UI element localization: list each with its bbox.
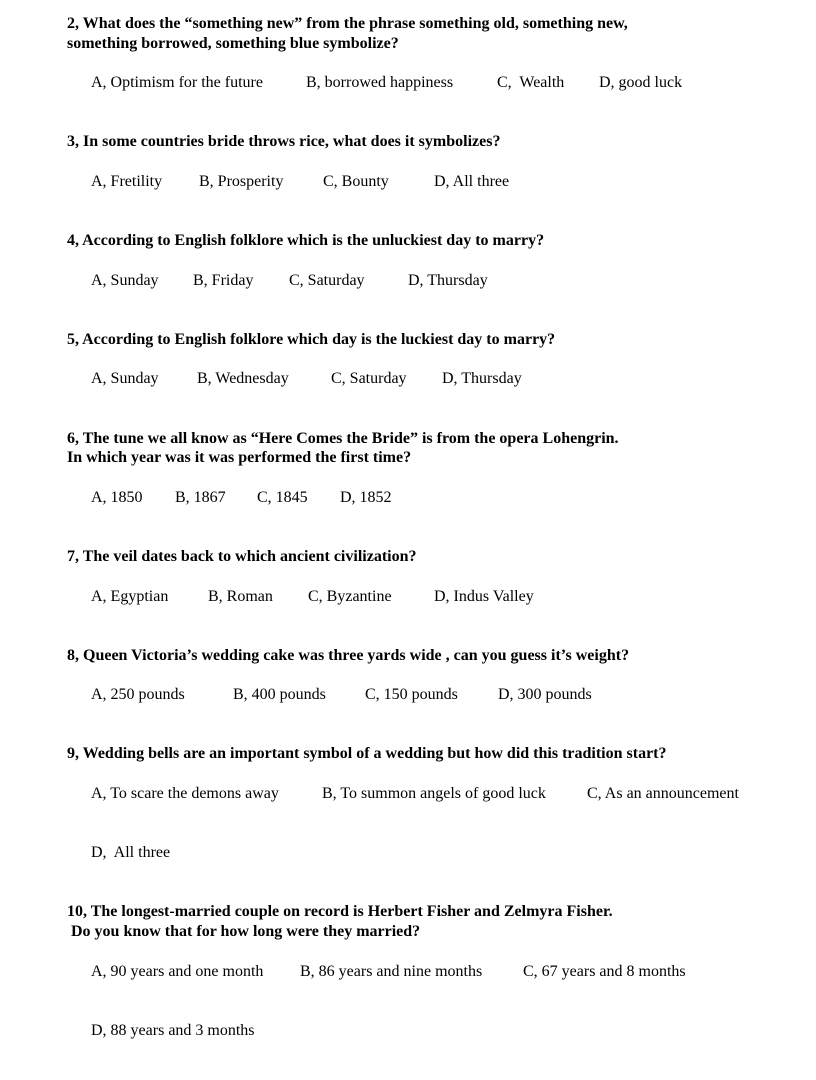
option-b: B, 86 years and nine months bbox=[300, 962, 483, 980]
answer-options bbox=[67, 251, 807, 310]
option-a: A, Sunday bbox=[91, 271, 159, 289]
option-d: D, Thursday bbox=[408, 271, 488, 289]
answer-options bbox=[67, 350, 807, 409]
option-a: A, 250 pounds bbox=[91, 686, 185, 704]
answer-options bbox=[67, 152, 807, 211]
option-a: A, Fretility bbox=[91, 173, 163, 191]
option-d: D, All three bbox=[91, 844, 171, 862]
option-a: A, 90 years and one month bbox=[91, 962, 264, 980]
option-c: C, Saturday bbox=[289, 271, 365, 289]
option-d: D, 88 years and 3 months bbox=[91, 1022, 255, 1040]
option-c: C, Byzantine bbox=[308, 587, 392, 605]
question-text-line: 8, Queen Victoria’s wedding cake was three yards wide , can you guess it’s weight? bbox=[67, 646, 630, 664]
option-b: B, borrowed happiness bbox=[306, 74, 454, 92]
question-text-line: 3, In some countries bride throws rice, what does it symbolizes? bbox=[67, 133, 501, 151]
answer-options bbox=[67, 468, 807, 527]
quiz-page bbox=[67, 14, 807, 1080]
option-b: B, 1867 bbox=[175, 488, 226, 506]
option-b: B, 400 pounds bbox=[233, 686, 326, 704]
option-c: C, Saturday bbox=[331, 370, 407, 388]
question bbox=[67, 132, 807, 211]
option-d: D, good luck bbox=[599, 74, 683, 92]
question-text-line: 7, The veil dates back to which ancient civilization? bbox=[67, 548, 417, 566]
option-c: C, 67 years and 8 months bbox=[523, 962, 686, 980]
option-b: B, Prosperity bbox=[199, 173, 284, 191]
option-c: C, Wealth bbox=[497, 74, 565, 92]
option-c: C, 1845 bbox=[257, 488, 308, 506]
answer-options-continued bbox=[67, 1001, 807, 1060]
option-d: D, 1852 bbox=[340, 488, 392, 506]
option-b: B, Wednesday bbox=[197, 370, 289, 388]
question bbox=[67, 646, 807, 725]
answer-options bbox=[67, 764, 807, 823]
option-b: B, To summon angels of good luck bbox=[322, 785, 546, 802]
option-c: C, As an announcement bbox=[587, 785, 739, 802]
question bbox=[67, 744, 807, 883]
option-a: A, 1850 bbox=[91, 488, 143, 506]
answer-options bbox=[67, 567, 807, 626]
option-d: D, Thursday bbox=[442, 370, 522, 388]
option-c: C, 150 pounds bbox=[365, 686, 458, 704]
option-a: A, Optimism for the future bbox=[91, 74, 263, 92]
question-text-line: 6, The tune we all know as “Here Comes the Bride” is from the opera Lohengrin. bbox=[67, 429, 619, 447]
answer-options bbox=[67, 942, 807, 1001]
question-text-line: 9, Wedding bells are an important symbol of a wedding but how did this tradition start? bbox=[67, 745, 667, 763]
question-text-line: Do you know that for how long were they married? bbox=[67, 923, 421, 941]
question bbox=[67, 429, 807, 528]
option-b: B, Roman bbox=[208, 587, 273, 605]
question bbox=[67, 902, 807, 1060]
answer-options bbox=[67, 54, 807, 113]
answer-options bbox=[67, 666, 807, 725]
option-b: B, Friday bbox=[193, 271, 254, 289]
option-a: A, To scare the demons away bbox=[91, 785, 279, 802]
question bbox=[67, 330, 807, 409]
option-d: D, 300 pounds bbox=[498, 686, 592, 704]
question-text-line: something borrowed, something blue symbolize? bbox=[67, 34, 399, 52]
question bbox=[67, 547, 807, 626]
option-d: D, All three bbox=[434, 173, 510, 191]
answer-options-continued bbox=[67, 824, 807, 883]
option-d: D, Indus Valley bbox=[434, 587, 534, 605]
question-text-line: In which year was it was performed the first time? bbox=[67, 449, 412, 467]
question-text-line: 4, According to English folklore which is the unluckiest day to marry? bbox=[67, 232, 545, 250]
option-c: C, Bounty bbox=[323, 173, 389, 191]
option-a: A, Sunday bbox=[91, 370, 159, 388]
question bbox=[67, 231, 807, 310]
question bbox=[67, 14, 807, 113]
question-text-line: 5, According to English folklore which day is the luckiest day to marry? bbox=[67, 330, 556, 348]
question-text-line: 2, What does the “something new” from the phrase something old, something new, bbox=[67, 15, 628, 32]
option-a: A, Egyptian bbox=[91, 587, 169, 605]
question-text-line: 10, The longest-married couple on record is Herbert Fisher and Zelmyra Fisher. bbox=[67, 903, 613, 921]
